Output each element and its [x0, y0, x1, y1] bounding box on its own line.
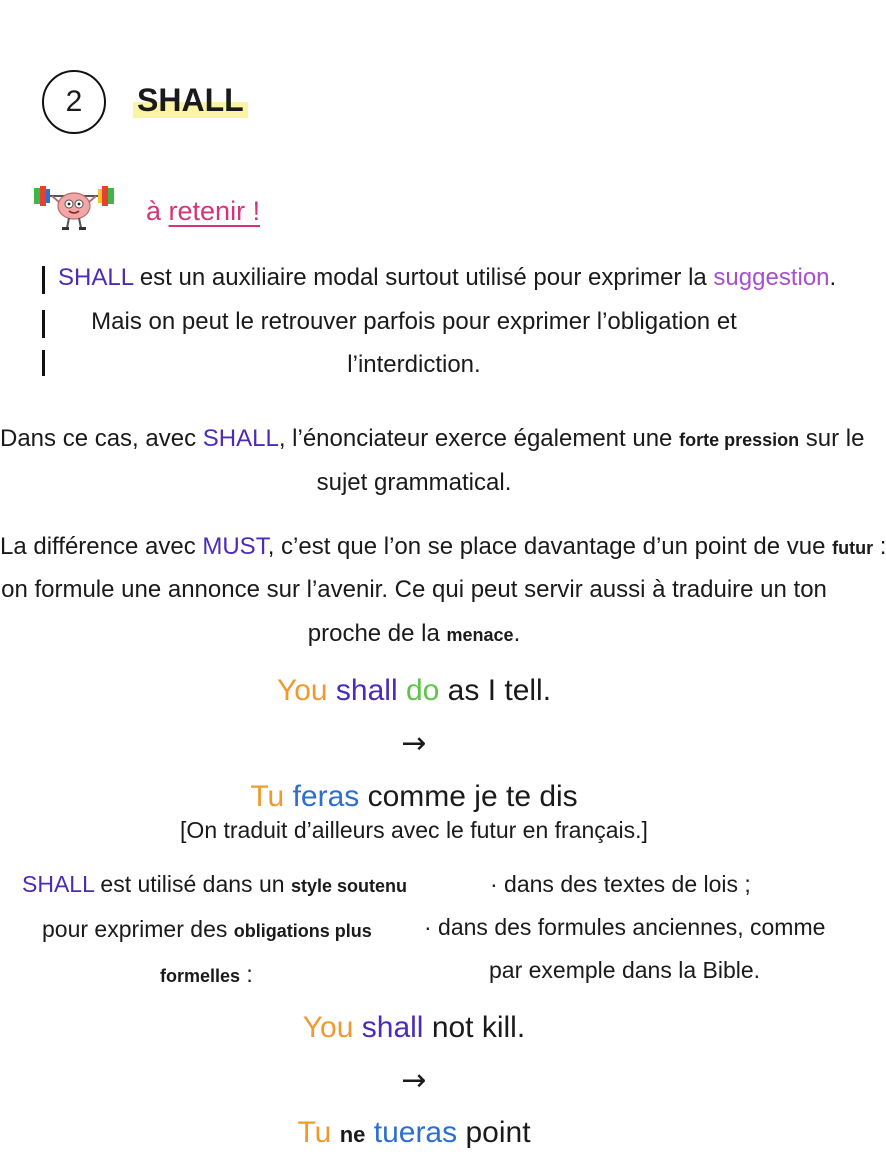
- example2-english: You shall not kill.: [302, 1011, 526, 1044]
- example1-note: [On traduit d’ailleurs avec le futur en français.]: [180, 817, 648, 843]
- arrow-icon: →: [401, 1063, 427, 1098]
- example1-french: Tu feras comme je te dis: [250, 780, 578, 813]
- para1-line-1: Dans ce cas, avec SHALL, l’énonciateur exerce également une forte pression sur le: [0, 425, 865, 452]
- intro-line-2: Mais on peut le retrouver parfois pour exprimer l’obligation et: [91, 308, 737, 335]
- retenir-heading: à retenir !: [146, 196, 261, 226]
- para2-line-1: La différence avec MUST, c’est que l’on se place davantage d’un point de vue futur :: [0, 533, 886, 560]
- usage-left-line-3: formelles :: [160, 961, 253, 987]
- example2-french: Tu ne tueras point: [297, 1116, 531, 1149]
- intro-line-1: SHALL est un auxiliaire modal surtout utilisé pour exprimer la suggestion.: [58, 264, 837, 291]
- para2-line-2: on formule une annonce sur l’avenir. Ce qui peut servir aussi à traduire un ton: [1, 576, 827, 603]
- brain-weightlifter-icon: [32, 182, 116, 232]
- quote-bar: [42, 266, 45, 294]
- example1-english: You shall do as I tell.: [276, 674, 552, 707]
- intro-line-3: l’interdiction.: [347, 351, 481, 378]
- section-number: 2: [42, 70, 106, 134]
- usage-left-line-1: SHALL est utilisé dans un style soutenu: [22, 871, 407, 897]
- usage-left-line-2: pour exprimer des obligations plus: [42, 916, 372, 942]
- usage-bullet-1: · dans des textes de lois ;: [490, 871, 751, 897]
- usage-bullet-2: · dans des formules anciennes, comme: [424, 914, 826, 940]
- page-title: SHALL: [133, 82, 248, 119]
- arrow-icon: →: [401, 726, 427, 761]
- para1-line-2: sujet grammatical.: [316, 469, 512, 496]
- usage-bullet-3: par exemple dans la Bible.: [489, 957, 761, 983]
- para2-line-3: proche de la menace.: [307, 620, 521, 647]
